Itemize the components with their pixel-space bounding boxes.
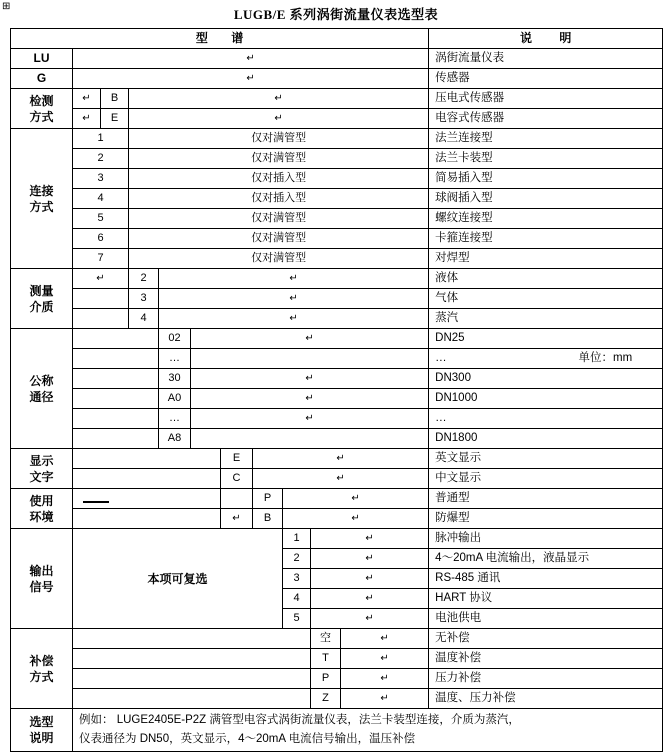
cell-mark: ↵ <box>82 93 91 104</box>
cell-blank <box>73 690 310 707</box>
row-mark: ↵ <box>246 73 255 84</box>
section-diameter-row <box>11 429 663 449</box>
selection-note-row <box>11 709 663 752</box>
code-compensation-p: P <box>321 672 330 684</box>
header-model: 型 谱 <box>195 31 254 45</box>
code-connect-4: 4 <box>97 192 104 204</box>
selection-note-body <box>73 709 662 751</box>
code-diameter-dots2: … <box>169 412 180 424</box>
code-environment-p: P <box>263 492 272 504</box>
cell-blank <box>73 450 220 467</box>
section-environment-row <box>11 489 663 509</box>
code-compensation-z: Z <box>322 692 329 704</box>
code-output-3: 3 <box>293 572 300 584</box>
cell-mark: ↵ <box>351 513 360 524</box>
cell-mark: ↵ <box>274 93 283 104</box>
cell-mark: ↵ <box>336 473 345 484</box>
section-compensation-row <box>11 689 663 709</box>
section-label-environment: 使用 环境 <box>29 493 54 524</box>
code-diameter-a0: A0 <box>167 392 182 404</box>
desc-medium-4: 蒸汽 <box>435 312 459 324</box>
section-label-output: 输出 信号 <box>29 563 54 594</box>
code-diameter-02: 02 <box>168 332 181 344</box>
section-medium-row <box>11 269 663 289</box>
code-connect-7: 7 <box>97 252 104 264</box>
code-diameter-30: 30 <box>168 372 181 384</box>
desc-output-5: 电池供电 <box>435 612 482 624</box>
section-diameter-row <box>11 389 663 409</box>
cell-blank <box>191 350 428 367</box>
desc-output-2: 4～20mA 电流输出，液晶显示 <box>435 552 590 564</box>
cell-mark: ↵ <box>365 553 374 564</box>
code-display-c: C <box>232 472 241 484</box>
code-detect-b: B <box>110 92 119 104</box>
cell-blank <box>73 430 158 447</box>
section-connect-row <box>11 189 663 209</box>
table-header-row <box>11 29 663 49</box>
note-connect-6: 仅对满管型 <box>251 232 307 244</box>
desc-connect-5: 螺纹连接型 <box>435 212 493 224</box>
desc-diameter-a0: DN1000 <box>435 392 478 404</box>
section-output-row <box>11 529 663 549</box>
code-environment-b: B <box>263 512 272 524</box>
selection-note-line-2: 仪表通径为 DN50，英文显示，4～20mA 电流信号输出，温压补偿 <box>79 733 416 745</box>
cell-mark: ↵ <box>289 293 298 304</box>
code-connect-5: 5 <box>97 212 104 224</box>
cell-blank <box>191 430 428 447</box>
code-output-1: 1 <box>293 532 300 544</box>
code-output-4: 4 <box>293 592 300 604</box>
cell-mark: ↵ <box>305 373 314 384</box>
cell-blank <box>73 510 220 527</box>
section-detect-row <box>11 109 663 129</box>
code-diameter-dots1: … <box>169 352 180 364</box>
row-label-lu: LU <box>33 51 50 65</box>
section-connect-row <box>11 149 663 169</box>
cell-blank <box>73 410 158 427</box>
model-selection-table <box>10 28 663 752</box>
code-detect-e: E <box>110 112 119 124</box>
code-display-e: E <box>232 452 241 464</box>
cell-mark: ↵ <box>365 613 374 624</box>
cell-blank <box>73 630 310 647</box>
cell-mark: ↵ <box>380 673 389 684</box>
desc-display-c: 中文显示 <box>435 472 482 484</box>
section-connect-row <box>11 209 663 229</box>
code-compensation-t: T <box>322 652 329 664</box>
section-medium-row <box>11 309 663 329</box>
section-label-display: 显示 文字 <box>29 453 54 484</box>
cell-mark: ↵ <box>365 573 374 584</box>
section-label-medium: 测量 介质 <box>29 283 54 314</box>
section-connect-row <box>11 129 663 149</box>
desc-compensation-kong: 无补偿 <box>435 632 470 644</box>
code-connect-6: 6 <box>97 232 104 244</box>
environment-dash-icon <box>73 490 220 507</box>
row-desc-lu: 涡街流量仪表 <box>435 52 505 64</box>
section-compensation-row <box>11 669 663 689</box>
section-compensation-row <box>11 649 663 669</box>
section-connect-row <box>11 249 663 269</box>
note-connect-2: 仅对满管型 <box>251 152 307 164</box>
desc-detect-b: 压电式传感器 <box>435 92 505 104</box>
desc-connect-1: 法兰连接型 <box>435 132 493 144</box>
section-display-row <box>11 449 663 469</box>
cell-mark: ↵ <box>305 333 314 344</box>
note-connect-7: 仅对满管型 <box>251 252 307 264</box>
row-desc-g: 传感器 <box>435 72 470 84</box>
page-title: LUGB/E 系列涡街流量仪表选型表 <box>233 7 439 22</box>
selection-note-line-1: 例如： LUGE2405E-P2Z 满管型电容式涡街流量仪表，法兰卡装型连接，介质为蒸汽， <box>79 714 520 726</box>
row-mark: ↵ <box>246 53 255 64</box>
desc-output-4: HART 协议 <box>435 592 493 604</box>
code-connect-1: 1 <box>97 132 104 144</box>
code-output-5: 5 <box>293 612 300 624</box>
section-connect-row <box>11 169 663 189</box>
desc-medium-3: 气体 <box>435 292 459 304</box>
cell-mark: ↵ <box>365 533 374 544</box>
cell-mark: ↵ <box>365 593 374 604</box>
cell-mark: ↵ <box>289 273 298 284</box>
table-row <box>11 69 663 89</box>
section-medium-row <box>11 289 663 309</box>
section-label-diameter: 公称 通径 <box>29 373 54 404</box>
desc-diameter-02: DN25 <box>435 332 465 344</box>
cell-blank <box>73 670 310 687</box>
cell-mark: ↵ <box>96 273 105 284</box>
cell-blank <box>221 490 252 507</box>
cell-blank <box>73 290 128 307</box>
cell-mark: ↵ <box>305 393 314 404</box>
cell-mark: ↵ <box>289 313 298 324</box>
cell-blank <box>73 390 158 407</box>
desc-compensation-z: 温度、压力补偿 <box>435 692 516 704</box>
desc-output-3: RS-485 通讯 <box>435 572 501 584</box>
desc-detect-e: 电容式传感器 <box>435 112 505 124</box>
desc-diameter-dots1 <box>429 350 662 367</box>
code-medium-2: 2 <box>140 272 147 284</box>
cell-mark: ↵ <box>380 693 389 704</box>
section-label-detect: 检测 方式 <box>29 93 54 124</box>
section-diameter-row <box>11 409 663 429</box>
desc-connect-7: 对焊型 <box>435 252 470 264</box>
desc-compensation-p: 压力补偿 <box>435 672 482 684</box>
cell-blank <box>73 350 158 367</box>
table-row <box>11 49 663 69</box>
cell-mark: ↵ <box>82 113 91 124</box>
section-compensation-row <box>11 629 663 649</box>
cell-blank <box>73 650 310 667</box>
desc-output-1: 脉冲输出 <box>435 532 482 544</box>
desc-connect-2: 法兰卡装型 <box>435 152 493 164</box>
cell-mark: ↵ <box>380 653 389 664</box>
corner-mark-icon: ⊞ <box>2 1 11 12</box>
section-diameter-row <box>11 329 663 349</box>
output-multi-note: 本项可复选 <box>147 571 208 586</box>
desc-connect-6: 卡箍连接型 <box>435 232 493 244</box>
code-medium-3: 3 <box>140 292 147 304</box>
section-label-compensation: 补偿 方式 <box>29 653 54 684</box>
desc-environment-b: 防爆型 <box>435 512 470 524</box>
desc-connect-3: 简易插入型 <box>435 172 493 184</box>
section-label-connect: 连接 方式 <box>29 183 54 214</box>
cell-mark: ↵ <box>380 633 389 644</box>
cell-mark: ↵ <box>336 453 345 464</box>
desc-environment-p: 普通型 <box>435 492 470 504</box>
code-medium-4: 4 <box>140 312 147 324</box>
note-connect-5: 仅对满管型 <box>251 212 307 224</box>
section-display-row <box>11 469 663 489</box>
cell-mark: ↵ <box>351 493 360 504</box>
section-detect-row <box>11 89 663 109</box>
desc-compensation-t: 温度补偿 <box>435 652 482 664</box>
desc-diameter-dots1-text: … <box>435 352 447 364</box>
desc-connect-4: 球阀插入型 <box>435 192 493 204</box>
desc-medium-2: 液体 <box>435 272 459 284</box>
note-connect-1: 仅对满管型 <box>251 132 307 144</box>
section-diameter-row <box>11 349 663 369</box>
code-compensation-kong: 空 <box>320 632 331 644</box>
header-desc: 说 明 <box>520 31 584 45</box>
cell-blank <box>73 330 158 347</box>
note-connect-3: 仅对插入型 <box>251 172 307 184</box>
code-connect-3: 3 <box>97 172 104 184</box>
code-diameter-a8: A8 <box>167 432 182 444</box>
cell-mark: ↵ <box>232 513 241 524</box>
code-connect-2: 2 <box>97 152 104 164</box>
desc-diameter-a8: DN1800 <box>435 432 478 444</box>
desc-diameter-30: DN300 <box>435 372 471 384</box>
cell-mark: ↵ <box>305 413 314 424</box>
cell-blank <box>73 310 128 327</box>
desc-display-e: 英文显示 <box>435 452 482 464</box>
section-connect-row <box>11 229 663 249</box>
code-output-2: 2 <box>293 552 300 564</box>
desc-diameter-dots2: … <box>435 412 447 424</box>
cell-mark: ↵ <box>274 113 283 124</box>
section-label-selection-note: 选型 说明 <box>29 715 54 745</box>
note-connect-4: 仅对插入型 <box>251 192 307 204</box>
diameter-unit-note: 单位：mm <box>578 352 633 364</box>
cell-blank <box>73 370 158 387</box>
section-diameter-row <box>11 369 663 389</box>
section-environment-row <box>11 509 663 529</box>
row-label-g: G <box>36 71 47 85</box>
cell-blank <box>73 470 220 487</box>
